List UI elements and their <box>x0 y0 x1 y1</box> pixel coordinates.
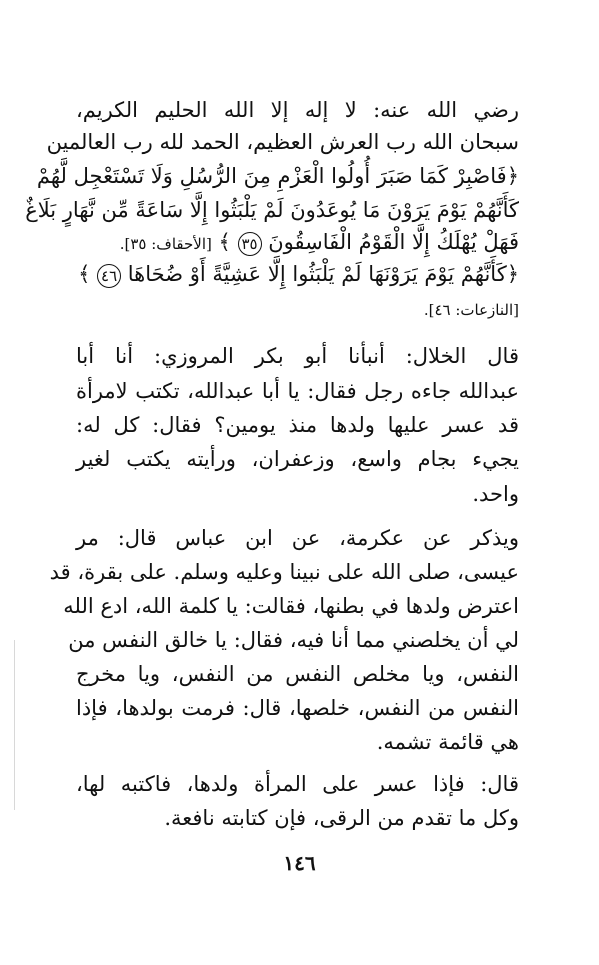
text-line: النفس من النفس، خلصها، قال: فرمت بولدها، فإذا <box>76 696 519 720</box>
text-line: قال: فإذا عسر على المرأة ولدها، فاكتبه لها، <box>76 772 519 796</box>
verse-number-badge: ٣٥ <box>238 232 262 256</box>
verse-reference: [الأحقاف: ٣٥]. <box>119 235 212 253</box>
quran-line: كَأَنَّهُمْ يَوْمَ يَرَوْنَ مَا يُوعَدُونَ لَمْ يَلْبَثُوا إِلَّا سَاعَةً مِّن نَّهَارٍ بَلَاغٌ <box>25 198 519 222</box>
page-number: ١٤٦ <box>283 851 316 875</box>
quran-text: ﴿كَأَنَّهُمْ يَوْمَ يَرَوْنَهَا لَمْ يَلْبَثُوا إِلَّا عَشِيَّةً أَوْ ضُحَاهَا <box>127 262 519 286</box>
quran-line-with-ref <box>76 226 519 260</box>
margin-rule <box>14 640 15 810</box>
text-line: سبحان الله رب العرش العظيم، الحمد لله رب العالمين <box>46 130 519 154</box>
quran-line: ﴿فَاصْبِرْ كَمَا صَبَرَ أُولُوا الْعَزْمِ مِنَ الرُّسُلِ وَلَا تَسْتَعْجِل لَّهُمْ <box>36 164 519 188</box>
text-line: النفس، ويا مخلص النفس من النفس، ويا مخرج <box>76 662 519 686</box>
text-line: لي أن يخلصني مما أنا فيه، فقال: يا خالق النفس من <box>68 628 519 652</box>
verse-number-badge: ٤٦ <box>97 264 121 288</box>
text-line: رضي الله عنه: لا إله إلا الله الحليم الكريم، <box>76 98 519 122</box>
text-line: ويذكر عن عكرمة، عن ابن عباس قال: مر <box>76 526 519 550</box>
quran-text: فَهَلْ يُهْلَكُ إِلَّا الْقَوْمُ الْفَاسِقُونَ <box>268 230 519 254</box>
verse-close-bracket: ﴾ <box>218 230 231 254</box>
verse-reference: [النازعات: ٤٦]. <box>423 301 519 319</box>
text-line: اعترض ولدها في بطنها، فقالت: يا كلمة الله، ادع الله <box>63 594 519 618</box>
text-line: يجيء بجام واسع، وزعفران، ورأيته يكتب لغير <box>76 447 519 471</box>
text-line: عيسى، صلى الله على نبينا وعليه وسلم. على بقرة، قد <box>49 560 519 584</box>
text-line: هي قائمة تشمه. <box>376 730 519 754</box>
text-line: قال الخلال: أنبأنا أبو بكر المروزي: أنا أبا <box>76 344 519 368</box>
text-line: واحد. <box>472 482 519 506</box>
text-line: عبدالله جاءه رجل فقال: يا أبا عبدالله، تكتب لامرأة <box>76 379 519 403</box>
quran-line-with-number <box>76 258 519 292</box>
text-line: وكل ما تقدم من الرقى، فإن كتابته نافعة. <box>164 806 519 830</box>
text-line: قد عسر عليها ولدها منذ يومين؟ فقال: كل له: <box>76 413 519 437</box>
verse-close-bracket: ﴾ <box>78 262 91 286</box>
